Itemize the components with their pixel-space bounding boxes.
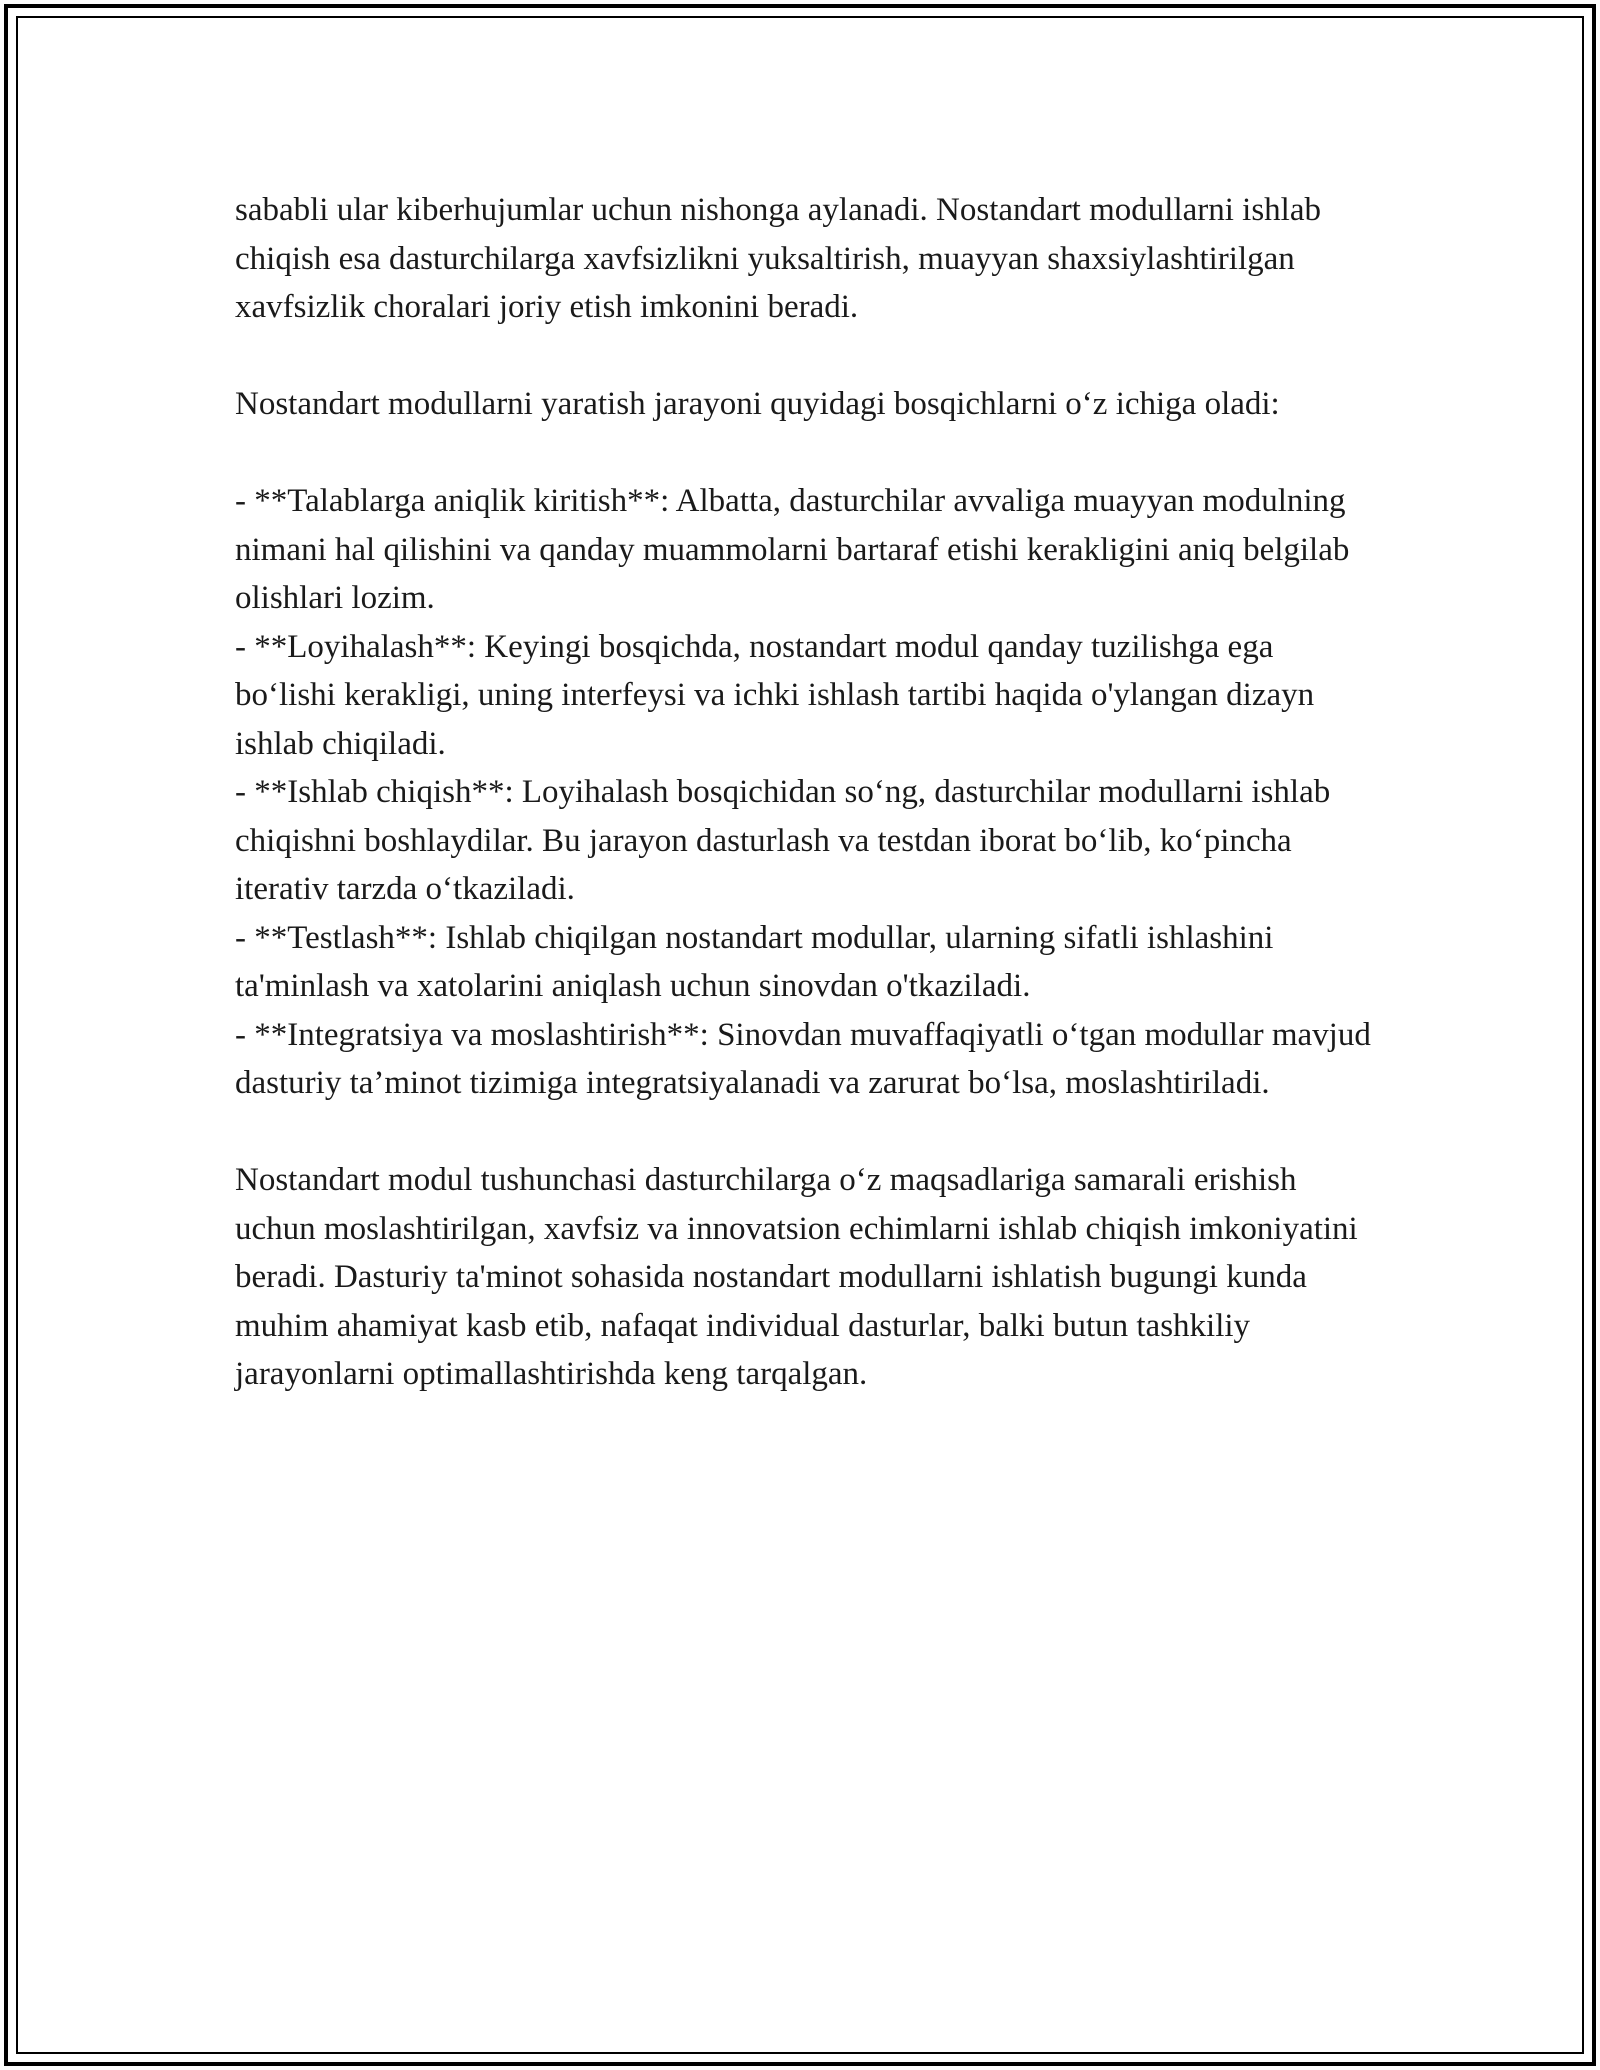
steps-list — [235, 477, 1375, 1108]
list-item: - **Ishlab chiqish**: Loyihalash bosqichidan so‘ng, dasturchilar modullarni ishlab chiqishni boshlaydilar. Bu jarayon dasturlash va testdan iborat bo‘lib, ko‘pincha iterativ tarzda o‘tkaziladi. — [235, 774, 1331, 907]
document-body — [235, 186, 1375, 1399]
paragraph-spacer — [235, 1108, 1375, 1157]
list-item: - **Loyihalash**: Keyingi bosqichda, nostandart modul qanday tuzilishga ega bo‘lishi kerakligi, uning interfeysi va ichki ishlash tartibi haqida o'ylangan dizayn ishlab chiqiladi. — [235, 628, 1315, 762]
list-item: - **Testlash**: Ishlab chiqilgan nostandart modullar, ularning sifatli ishlashini ta'minlash va xatolarini aniqlash uchun sinovdan o'tkaziladi. — [235, 919, 1274, 1004]
list-item: - **Integratsiya va moslashtirish**: Sinovdan muvaffaqiyatli o‘tgan modullar mavjud dasturiy ta’minot tizimiga integratsiyalanadi va zarurat bo‘lsa, moslashtiriladi. — [235, 1016, 1371, 1101]
paragraph-intro: sababli ular kiberhujumlar uchun nishonga aylanadi. Nostandart modullarni ishlab chiqish esa dasturchilarga xavfsizlikni yuksaltirish, muayyan shaxsiylashtirilgan xavfsizlik choralari joriy etish imkonini beradi. — [235, 192, 1321, 325]
paragraph-conclusion: Nostandart modul tushunchasi dasturchilarga o‘z maqsadlariga samarali erishish uchun moslashtirilgan, xavfsiz va innovatsion echimlarni ishlab chiqish imkoniyatini beradi. Dasturiy ta'minot sohasida nostandart modullarni ishlatish bugungi kunda muhim ahamiyat kasb etib, nafaqat individual dasturlar, balki butun tashkiliy jarayonlarni optimallashtirishda keng tarqalgan. — [235, 1162, 1358, 1392]
paragraph-steps-intro: Nostandart modullarni yaratish jarayoni quyidagi bosqichlarni o‘z ichiga oladi: — [235, 386, 1280, 422]
paragraph-spacer — [235, 429, 1375, 478]
list-item: - **Talablarga aniqlik kiritish**: Albatta, dasturchilar avvaliga muayyan modulning nimani hal qilishini va qanday muammolarni bartaraf etishi kerakligini aniq belgilab olishlari lozim. — [235, 483, 1350, 616]
paragraph-spacer — [235, 332, 1375, 381]
